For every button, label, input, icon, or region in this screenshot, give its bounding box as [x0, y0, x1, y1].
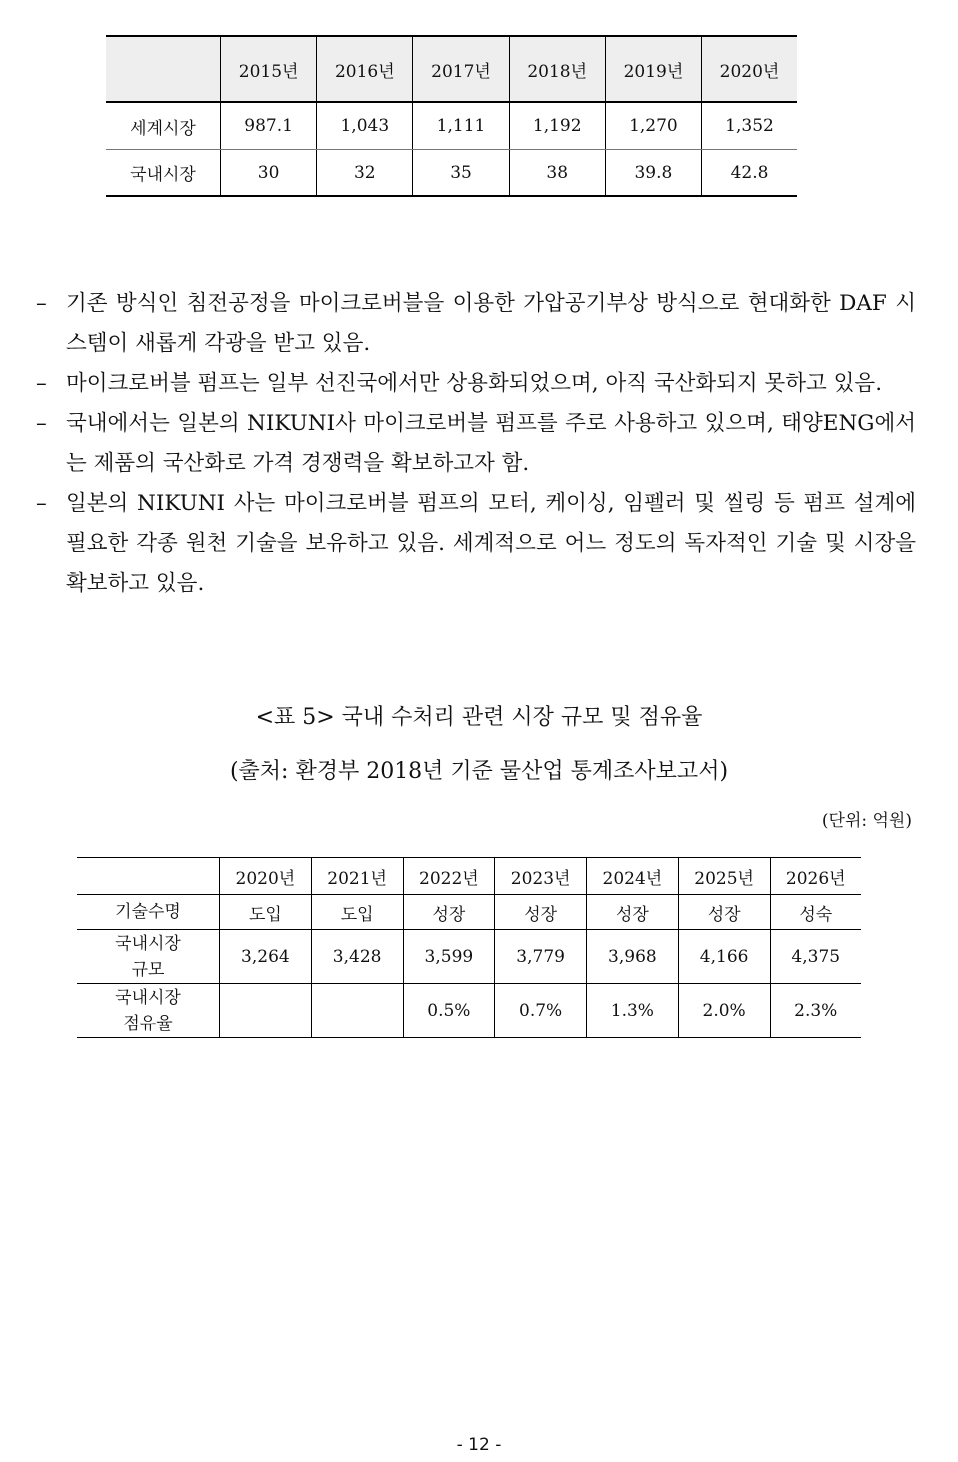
table-cell: 987.1 — [221, 102, 317, 150]
table-cell — [311, 984, 403, 1038]
table-unit: (단위: 억원) — [821, 811, 912, 831]
table-cell: 2026년 — [770, 858, 861, 895]
label-line: 규모 — [131, 959, 165, 980]
market-size-table — [106, 35, 797, 197]
page-number: - 12 - — [456, 1435, 502, 1455]
table-cell: 1,270 — [605, 102, 701, 150]
table-cell: 38 — [509, 150, 605, 197]
table-cell: 2023년 — [495, 858, 587, 895]
table-row — [106, 150, 797, 197]
table-cell: 2016년 — [317, 36, 413, 102]
bullet-dash: – — [36, 291, 47, 316]
bullet-dash: – — [36, 411, 47, 436]
table-row-label — [77, 984, 220, 1038]
table-cell: 도입 — [311, 895, 403, 930]
table-cell — [106, 36, 221, 102]
bullet-item — [36, 284, 916, 364]
bullet-list — [36, 284, 916, 604]
table-cell: 39.8 — [605, 150, 701, 197]
bullet-text: 마이크로버블 펌프는 일부 선진국에서만 상용화되었으며, 아직 국산화되지 못하고 있음. — [66, 371, 883, 396]
bullet-dash: – — [36, 371, 47, 396]
table-cell: 3,779 — [495, 930, 587, 984]
table-cell: 2018년 — [509, 36, 605, 102]
bullet-dash: – — [36, 491, 47, 516]
table-row-label — [77, 930, 220, 984]
table-cell: 3,968 — [587, 930, 679, 984]
bullet-text: 기존 방식인 침전공정을 마이크로버블을 이용한 가압공기부상 방식으로 현대화한 DAF 시스템이 새롭게 각광을 받고 있음. — [66, 291, 916, 356]
table-cell: 성장 — [587, 895, 679, 930]
table-cell: 2015년 — [221, 36, 317, 102]
table-cell: 2025년 — [678, 858, 770, 895]
label-line: 국내시장 — [115, 987, 181, 1008]
table-row-label: 국내시장 — [106, 150, 221, 197]
table-header-row — [77, 858, 861, 895]
table-cell: 4,166 — [678, 930, 770, 984]
table-cell: 42.8 — [702, 150, 797, 197]
table-caption: <표 5> 국내 수처리 관련 시장 규모 및 점유율 — [255, 705, 703, 730]
bullet-item — [36, 484, 916, 604]
table-cell: 1,111 — [413, 102, 509, 150]
bullet-item — [36, 404, 916, 484]
table-cell: 0.7% — [495, 984, 587, 1038]
table-cell: 4,375 — [770, 930, 861, 984]
table-cell: 성숙 — [770, 895, 861, 930]
table-cell: 2021년 — [311, 858, 403, 895]
table-cell: 1,352 — [702, 102, 797, 150]
bullet-item — [36, 364, 916, 404]
table-row — [106, 102, 797, 150]
table-row — [77, 895, 861, 930]
table-cell: 성장 — [495, 895, 587, 930]
table-row — [77, 930, 861, 984]
table-cell: 30 — [221, 150, 317, 197]
table-cell: 2017년 — [413, 36, 509, 102]
bullet-text: 일본의 NIKUNI 사는 마이크로버블 펌프의 모터, 케이싱, 임펠러 및 씰링 등 펌프 설계에 필요한 각종 원천 기술을 보유하고 있음. 세계적으로 어느 정도의 독자적인 기술 및 시장을 확보하고 있음. — [66, 491, 916, 596]
label-line: 국내시장 — [115, 933, 181, 954]
table-cell: 성장 — [678, 895, 770, 930]
table-header-row — [106, 36, 797, 102]
table-cell: 0.5% — [403, 984, 495, 1038]
table-cell: 32 — [317, 150, 413, 197]
table-cell: 성장 — [403, 895, 495, 930]
table-cell: 1,192 — [509, 102, 605, 150]
domestic-market-table — [77, 857, 861, 1038]
table-cell: 2.0% — [678, 984, 770, 1038]
table-cell: 3,264 — [220, 930, 312, 984]
table-cell: 도입 — [220, 895, 312, 930]
table-cell: 2019년 — [605, 36, 701, 102]
label-line: 점유율 — [123, 1013, 173, 1034]
table-row — [77, 984, 861, 1038]
table-cell: 2024년 — [587, 858, 679, 895]
table-cell — [77, 858, 220, 895]
table-cell: 1.3% — [587, 984, 679, 1038]
table-cell: 1,043 — [317, 102, 413, 150]
bullet-text: 국내에서는 일본의 NIKUNI사 마이크로버블 펌프를 주로 사용하고 있으며, 태양ENG에서는 제품의 국산화로 가격 경쟁력을 확보하고자 함. — [66, 411, 916, 476]
table-cell: 2.3% — [770, 984, 861, 1038]
table-cell — [220, 984, 312, 1038]
table-cell: 3,599 — [403, 930, 495, 984]
table-row-label: 세계시장 — [106, 102, 221, 150]
table-cell: 3,428 — [311, 930, 403, 984]
table-cell: 2020년 — [220, 858, 312, 895]
table-cell: 2020년 — [702, 36, 797, 102]
table-source: (출처: 환경부 2018년 기준 물산업 통계조사보고서) — [229, 759, 729, 784]
table-row-label: 기술수명 — [77, 895, 220, 930]
table-cell: 2022년 — [403, 858, 495, 895]
table-cell: 35 — [413, 150, 509, 197]
